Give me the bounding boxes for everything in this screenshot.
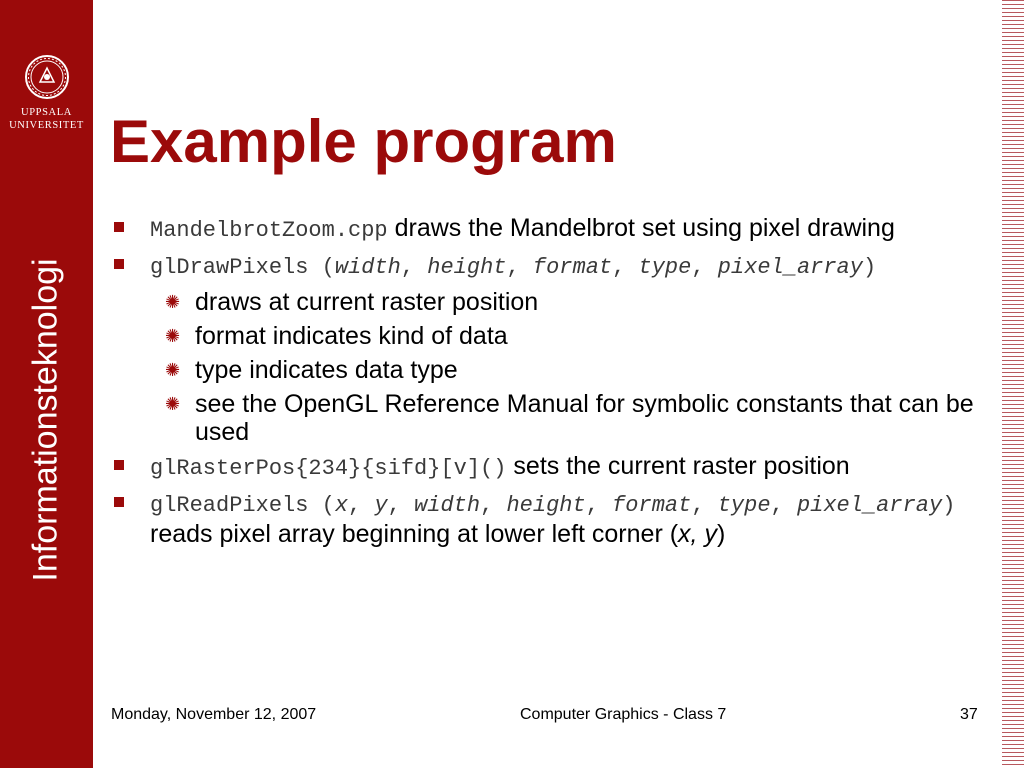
sub-bullet bbox=[112, 390, 992, 446]
slide-content bbox=[112, 214, 992, 554]
university-seal-icon bbox=[24, 54, 70, 100]
bullet-text: draws the Mandelbrot set using pixel drawing bbox=[387, 214, 895, 242]
sub-bullet bbox=[112, 356, 992, 384]
asterisk-bullet-icon: ✺ bbox=[165, 292, 181, 312]
university-name-line2: UNIVERSITET bbox=[9, 120, 84, 131]
code-filename: MandelbrotZoom.cpp bbox=[150, 218, 388, 243]
footer-course: Computer Graphics - Class 7 bbox=[520, 706, 727, 723]
decorative-stripe bbox=[1002, 0, 1024, 768]
department-label: Informationsteknologi bbox=[26, 258, 65, 582]
sub-bullet-text: see the OpenGL Reference Manual for symbolic constants that can be used bbox=[195, 390, 974, 446]
bullet-glreadpixels: glReadPixels (x, y, width, height, format, type, pixel_array) reads pixel array beginning at lower left corner (x, y) bbox=[112, 489, 992, 548]
sub-bullet bbox=[112, 288, 992, 316]
asterisk-bullet-icon: ✺ bbox=[165, 394, 181, 414]
footer-date: Monday, November 12, 2007 bbox=[111, 706, 317, 723]
code-signature: glReadPixels (x, y, width, height, format, type, pixel_array) bbox=[150, 493, 956, 518]
code-signature: glDrawPixels (width, height, format, type, pixel_array) bbox=[150, 255, 877, 280]
square-bullet-icon bbox=[114, 222, 124, 232]
bullet-gldrawpixels bbox=[112, 251, 992, 282]
sub-bullet-text: draws at current raster position bbox=[195, 288, 539, 316]
square-bullet-icon bbox=[114, 259, 124, 269]
page-number: 37 bbox=[960, 706, 978, 723]
asterisk-bullet-icon: ✺ bbox=[165, 326, 181, 346]
university-name-line1: UPPSALA bbox=[21, 107, 72, 118]
sub-bullet-text: format indicates kind of data bbox=[195, 322, 508, 350]
sub-bullet bbox=[112, 322, 992, 350]
bullet-text: reads pixel array beginning at lower left corner ( bbox=[150, 520, 679, 548]
bullet-glrasterpos bbox=[112, 452, 992, 483]
square-bullet-icon bbox=[114, 460, 124, 470]
bullet-text: sets the current raster position bbox=[506, 452, 850, 480]
square-bullet-icon bbox=[114, 497, 124, 507]
sidebar bbox=[0, 0, 93, 768]
bullet-mandelbrot bbox=[112, 214, 992, 245]
sub-bullet-text: type indicates data type bbox=[195, 356, 458, 384]
slide-title: Example program bbox=[110, 108, 617, 175]
asterisk-bullet-icon: ✺ bbox=[165, 360, 181, 380]
code-signature: glRasterPos{234}{sifd}[v]() bbox=[150, 456, 507, 481]
